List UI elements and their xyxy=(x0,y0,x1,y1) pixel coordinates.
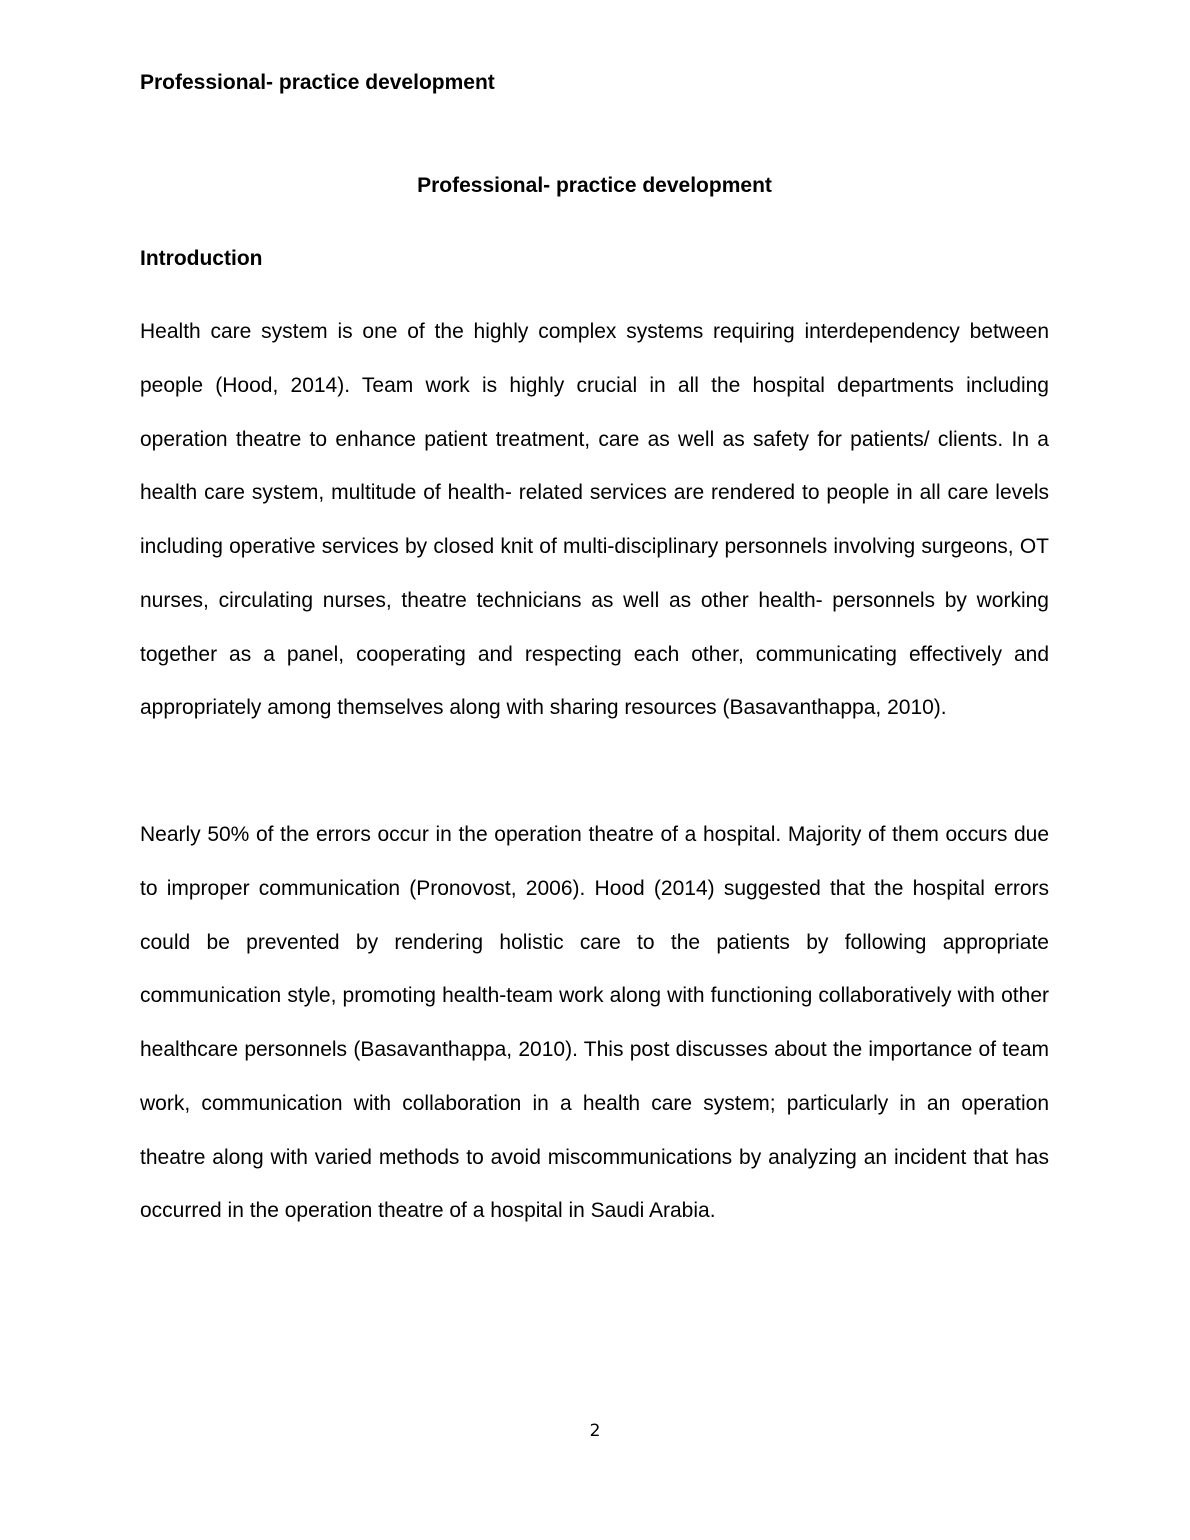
section-heading-introduction: Introduction xyxy=(140,247,263,270)
document-title: Professional- practice development xyxy=(417,174,772,197)
body-paragraph: Health care system is one of the highly complex systems requiring interdependency between people (Hood, 2014). Team work is highly crucial in all the hospital departments including operation theatre to enhance patient treatment, care as well as safety for patients/ clients. In a health care system, multitude of health- related services are rendered to people in all care levels including operative services by closed knit of multi-disciplinary personnels involving surgeons, OT nurses, circulating nurses, theatre technicians as well as other health- personnels by working together as a panel, cooperating and respecting each other, communicating effectively and appropriately among themselves along with sharing resources (Basavanthappa, 2010). xyxy=(140,320,1049,720)
running-header: Professional- practice development xyxy=(140,71,495,94)
page-number: 2 xyxy=(589,1421,601,1441)
body-paragraph: Nearly 50% of the errors occur in the operation theatre of a hospital. Majority of them occurs due to improper communication (Pronovost, 2006). Hood (2014) suggested that the hospital errors could be prevented by rendering holistic care to the patients by following appropriate communication style, promoting health-team work along with functioning collaboratively with other healthcare personnels (Basavanthappa, 2010). This post discusses about the importance of team work, communication with collaboration in a health care system; particularly in an operation theatre along with varied methods to avoid miscommunications by analyzing an incident that has occurred in the operation theatre of a hospital in Saudi Arabia. xyxy=(140,823,1049,1223)
